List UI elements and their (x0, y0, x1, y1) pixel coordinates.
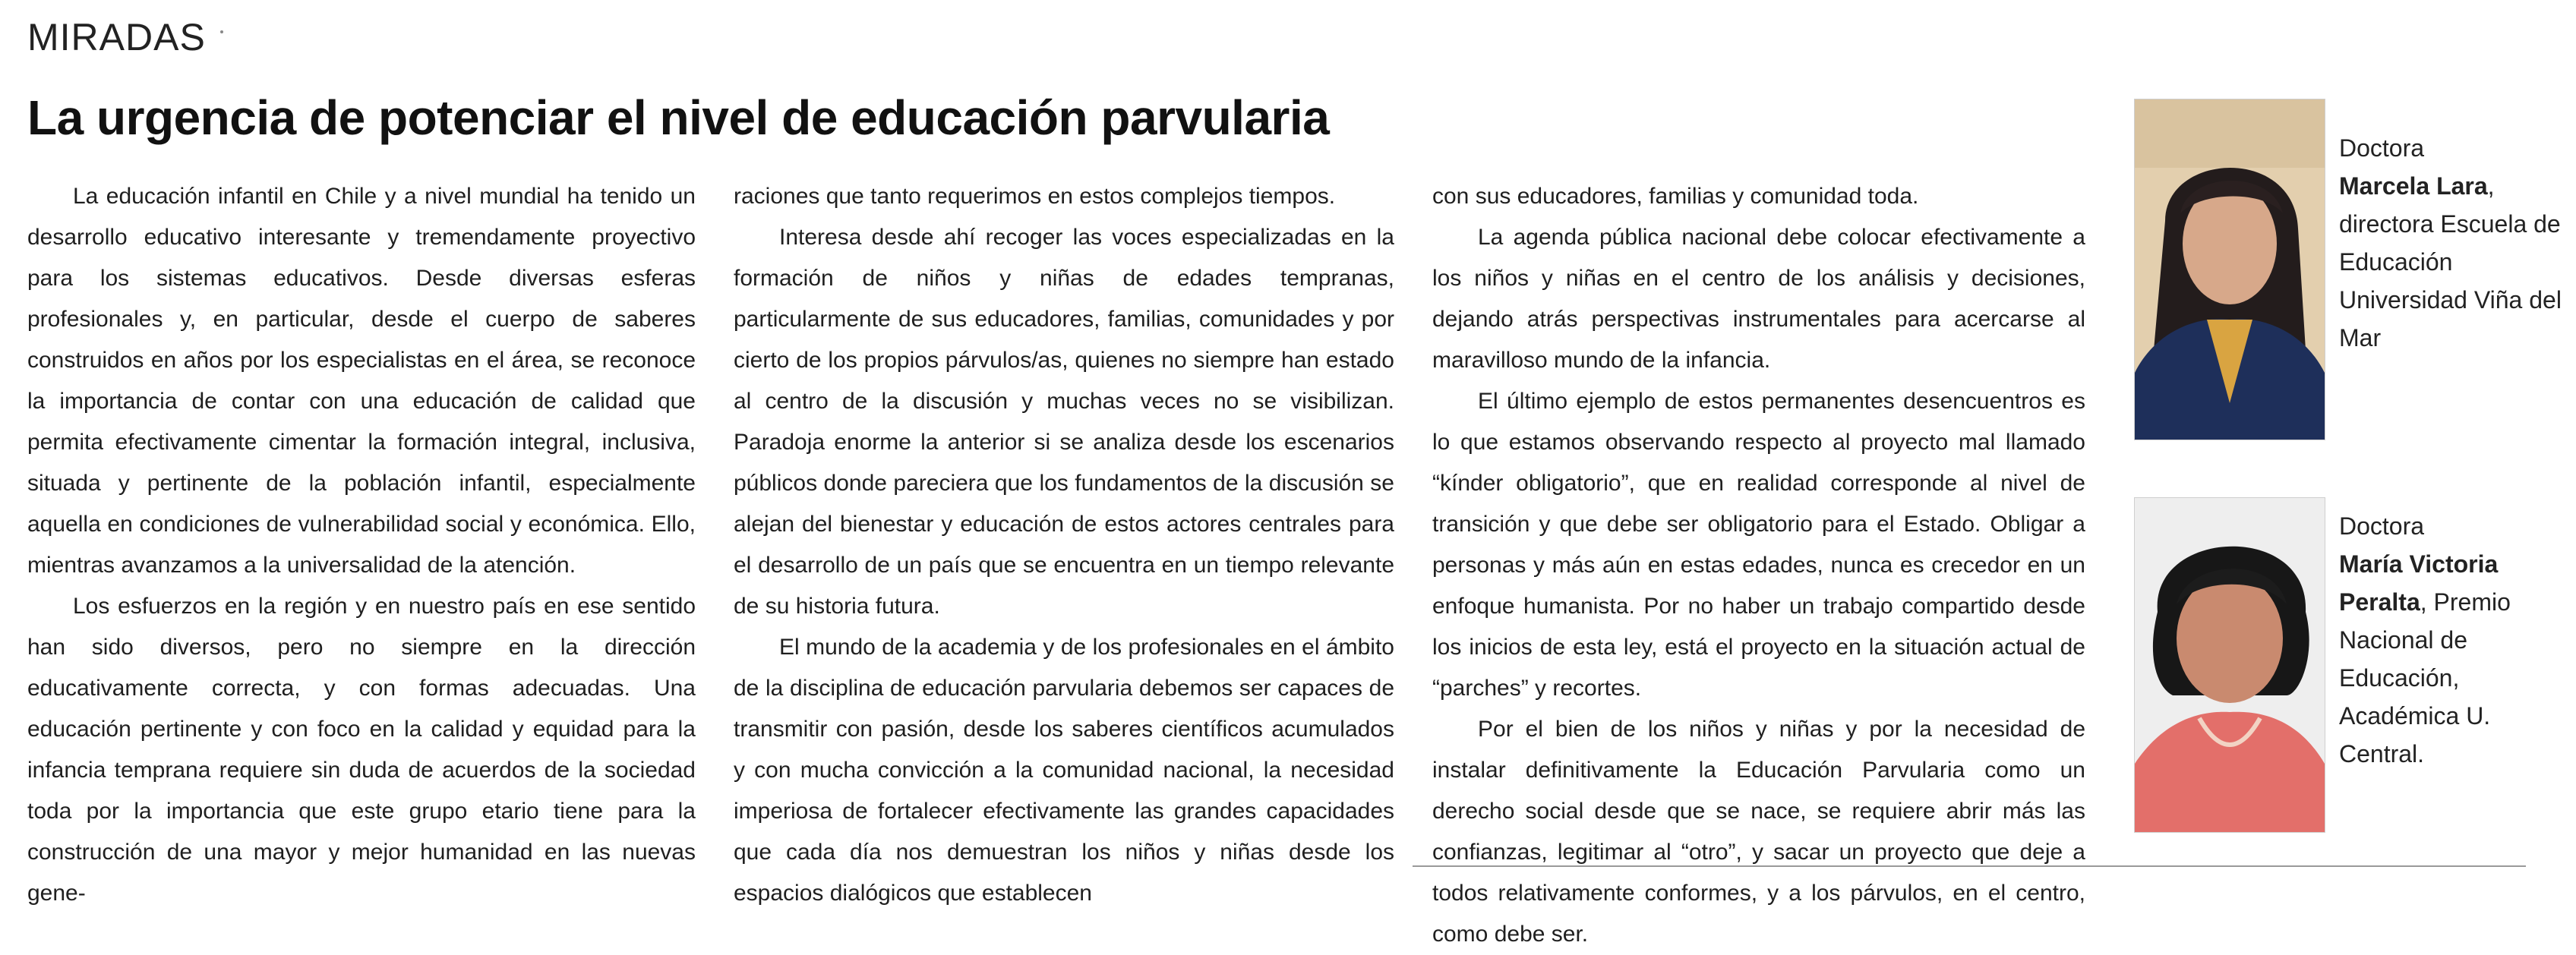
paragraph-continuation: raciones que tanto requerimos en estos complejos tiempos. (734, 184, 1336, 209)
article-column-2 (734, 176, 1394, 914)
paragraph: El último ejemplo de estos permanentes desencuentros es lo que estamos observando respecto al proyecto mal llamado “kínder obligatorio”, que en realidad corresponde al nivel de transición y que debe ser obligatorio para el Estado. Obligar a personas y más aún en estas edades, nunca es crecedor en un enfoque humanista. Por no haber un trabajo compartido desde los inicios de esta ley, está el proyecto en la situación actual de “parches” y recortes. (1432, 389, 2085, 701)
article-column-1 (27, 176, 696, 914)
section-dot (220, 30, 223, 33)
author-photo-marcela-lara (2134, 99, 2325, 440)
paragraph-continuation: con sus educadores, familias y comunidad toda. (1432, 184, 1919, 209)
paragraph: Los esfuerzos en la región y en nuestro país en ese sentido han sido diversos, pero no siempre en la dirección educativamente correcta, y con formas adecuadas. Una educación pertinente y con foco en la calidad y equidad para la infancia temprana requiere sin duda de acuerdos de la sociedad toda por la importancia que este grupo etario tiene para la construcción de una mayor y mejor humanidad en las nuevas gene- (27, 594, 696, 906)
author-title: Doctora (2339, 512, 2425, 540)
headline: La urgencia de potenciar el nivel de educación parvularia (27, 90, 1330, 145)
paragraph: Por el bien de los niños y niñas y por la necesidad de instalar definitivamente la Educación Parvularia como un derecho social desde que se nace, se requiere abrir más las confianzas, legitimar al “otro”, y sacar un proyecto que deje a todos relativamente conformes, y a los párvulos, en el centro, como debe ser. (1432, 717, 2085, 947)
paragraph: La educación infantil en Chile y a nivel mundial ha tenido un desarrollo educativo interesante y tremendamente proyectivo para los sistemas educativos. Desde diversas esferas profesionales y, en particular, desde el cuerpo de saberes construidos en años por los especialistas en el área, se reconoce la importancia de contar con una educación de calidad que permita efectivamente cimentar la formación integral, inclusiva, situada y pertinente de la población infantil, especialmente aquella en condiciones de vulnerabilidad social y económica. Ello, mientras avanzamos a la universalidad de la atención. (27, 184, 696, 578)
author-role: , Premio Nacional de Educación, Académica U. Central. (2339, 588, 2511, 767)
author-caption-1 (2339, 129, 2567, 357)
author-photo-maria-victoria-peralta (2134, 497, 2325, 833)
section-label: MIRADAS (27, 16, 206, 58)
author-name: Marcela Lara (2339, 172, 2488, 200)
bottom-rule (1413, 865, 2526, 867)
author-role: , directora Escuela de Educación Universidad Viña del Mar (2339, 172, 2562, 351)
paragraph: Interesa desde ahí recoger las voces especializadas en la formación de niños y niñas de edades tempranas, particularmente de sus educadores, familias, comunidades y por cierto de los propios párvulos/as, quienes no siempre han estado al centro de la discusión y muchas veces no se visibilizan. Paradoja enorme la anterior si se analiza desde los escenarios públicos donde pareciera que los fundamentos de la discusión se alejan del bienestar y educación de estos actores centrales para el desarrollo de un país que se encuentra en un tiempo relevante de su historia futura. (734, 225, 1394, 619)
paragraph: El mundo de la academia y de los profesionales en el ámbito de la disciplina de educación parvularia debemos ser capaces de transmitir con pasión, desde los saberes científicos acumulados y con mucha convicción a la comunidad nacional, la necesidad imperiosa de fortalecer efectivamente las grandes capacidades que cada día nos demuestran los niños y niñas desde los espacios dialógicos que establecen (734, 635, 1394, 906)
author-name: María Victoria Peralta (2339, 550, 2499, 616)
paragraph: La agenda pública nacional debe colocar efectivamente a los niños y niñas en el centro de los análisis y decisiones, dejando atrás perspectivas instrumentales para acercarse al maravilloso mundo de la infancia. (1432, 225, 2085, 373)
article-column-3 (1432, 176, 2085, 955)
author-title: Doctora (2339, 134, 2425, 162)
author-caption-2 (2339, 507, 2567, 773)
